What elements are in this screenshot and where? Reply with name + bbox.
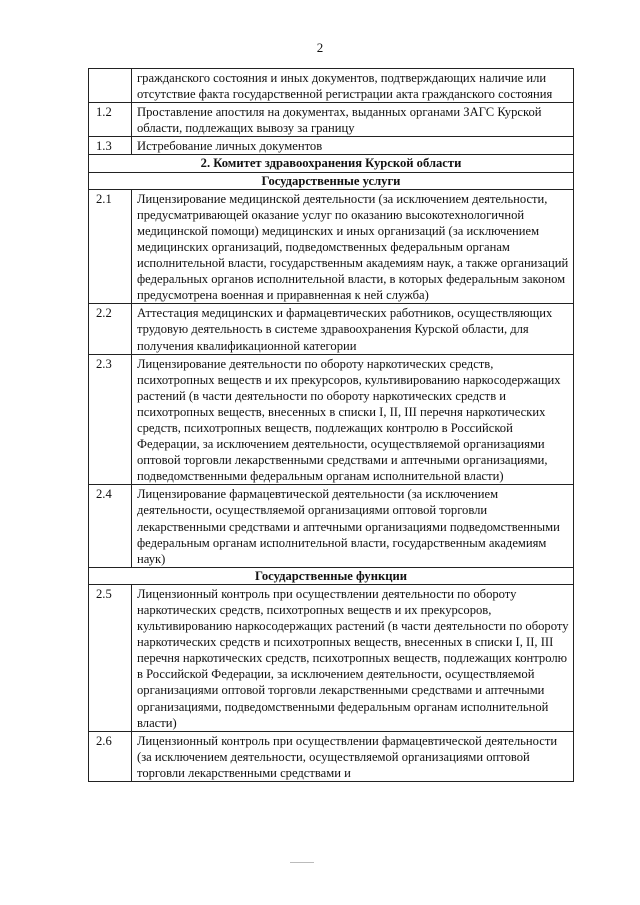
row-text: Лицензионный контроль при осуществлении фармацевтической деятельности (за исключением деятельности, осуществляемой организациями оптовой торговли лекарственными средствами и: [132, 731, 574, 781]
row-text: Лицензирование медицинской деятельности (за исключением деятельности, предусматривающей оказание услуг по оказанию высокотехнологичной медицинской помощи) медицинских и иных организаций (за исключением медицинских организаций, подведомственных федеральным органам исполнительной власти, государственным академиям наук, а также организаций федеральных органов исполнительной власти, в которых федеральным законом предусмотрена военная и приравненная к ней служба): [132, 189, 574, 304]
table-row: [89, 584, 574, 731]
table-row: [89, 69, 574, 103]
row-number: 2.6: [89, 731, 132, 781]
page-number: 2: [316, 40, 324, 55]
row-text: Лицензирование деятельности по обороту наркотических средств, психотропных веществ и их прекурсоров, культивированию наркосодержащих растений (в части деятельности по обороту наркотических средств и психотропных веществ, внесенных в списки I, II, III перечня наркотических средств, психотропных веществ, подлежащих контролю в Российской Федерации, за исключением деятельности, осуществляемой организациями оптовой торговли лекарственными средствами и аптечными организациями, подведомственными федеральным органам исполнительной власти): [132, 354, 574, 485]
row-number: 2.2: [89, 304, 132, 354]
section-heading: 2. Комитет здравоохранения Курской области: [89, 155, 574, 172]
subsection-heading-row: [89, 172, 574, 189]
table-row: [89, 103, 574, 137]
row-number: 2.5: [89, 584, 132, 731]
row-number: 1.3: [89, 137, 132, 155]
services-table: [88, 68, 574, 782]
table-row: [89, 189, 574, 304]
section-heading-row: [89, 155, 574, 172]
row-text: Аттестация медицинских и фармацевтических работников, осуществляющих трудовую деятельность в системе здравоохранения Курской области, для получения квалификационной категории: [132, 304, 574, 354]
row-text: гражданского состояния и иных документов, подтверждающих наличие или отсутствие факта государственной регистрации акта гражданского состояния: [132, 69, 574, 103]
table-row: [89, 485, 574, 567]
table-row: [89, 304, 574, 354]
scan-artifact-line: [290, 862, 314, 863]
row-number: 1.2: [89, 103, 132, 137]
table-row: [89, 354, 574, 485]
subsection-heading: Государственные функции: [89, 567, 574, 584]
row-text: Проставление апостиля на документах, выданных органами ЗАГС Курской области, подлежащих вывозу за границу: [132, 103, 574, 137]
row-number: 2.1: [89, 189, 132, 304]
table-row: [89, 731, 574, 781]
subsection-heading: Государственные услуги: [89, 172, 574, 189]
row-number: 2.3: [89, 354, 132, 485]
row-number: [89, 69, 132, 103]
subsection-heading-row: [89, 567, 574, 584]
row-text: Истребование личных документов: [132, 137, 574, 155]
row-text: Лицензионный контроль при осуществлении деятельности по обороту наркотических средств, психотропных веществ и их прекурсоров, культивированию наркосодержащих растений (в части деятельности по обороту наркотических средств и психотропных веществ, внесенных в списки I, II, III перечня наркотических средств, психотропных веществ, подлежащих контролю в Российской Федерации, за исключением деятельности, осуществляемой организациями оптовой торговли лекарственными средствами и аптечными организациями, подведомственными федеральным органам исполнительной власти): [132, 584, 574, 731]
row-text: Лицензирование фармацевтической деятельности (за исключением деятельности, осуществляемой организациями оптовой торговли лекарственными средствами и аптечными организациями подведомственными федеральным органам исполнительной власти, государственным академиям наук): [132, 485, 574, 567]
table-row: [89, 137, 574, 155]
row-number: 2.4: [89, 485, 132, 567]
